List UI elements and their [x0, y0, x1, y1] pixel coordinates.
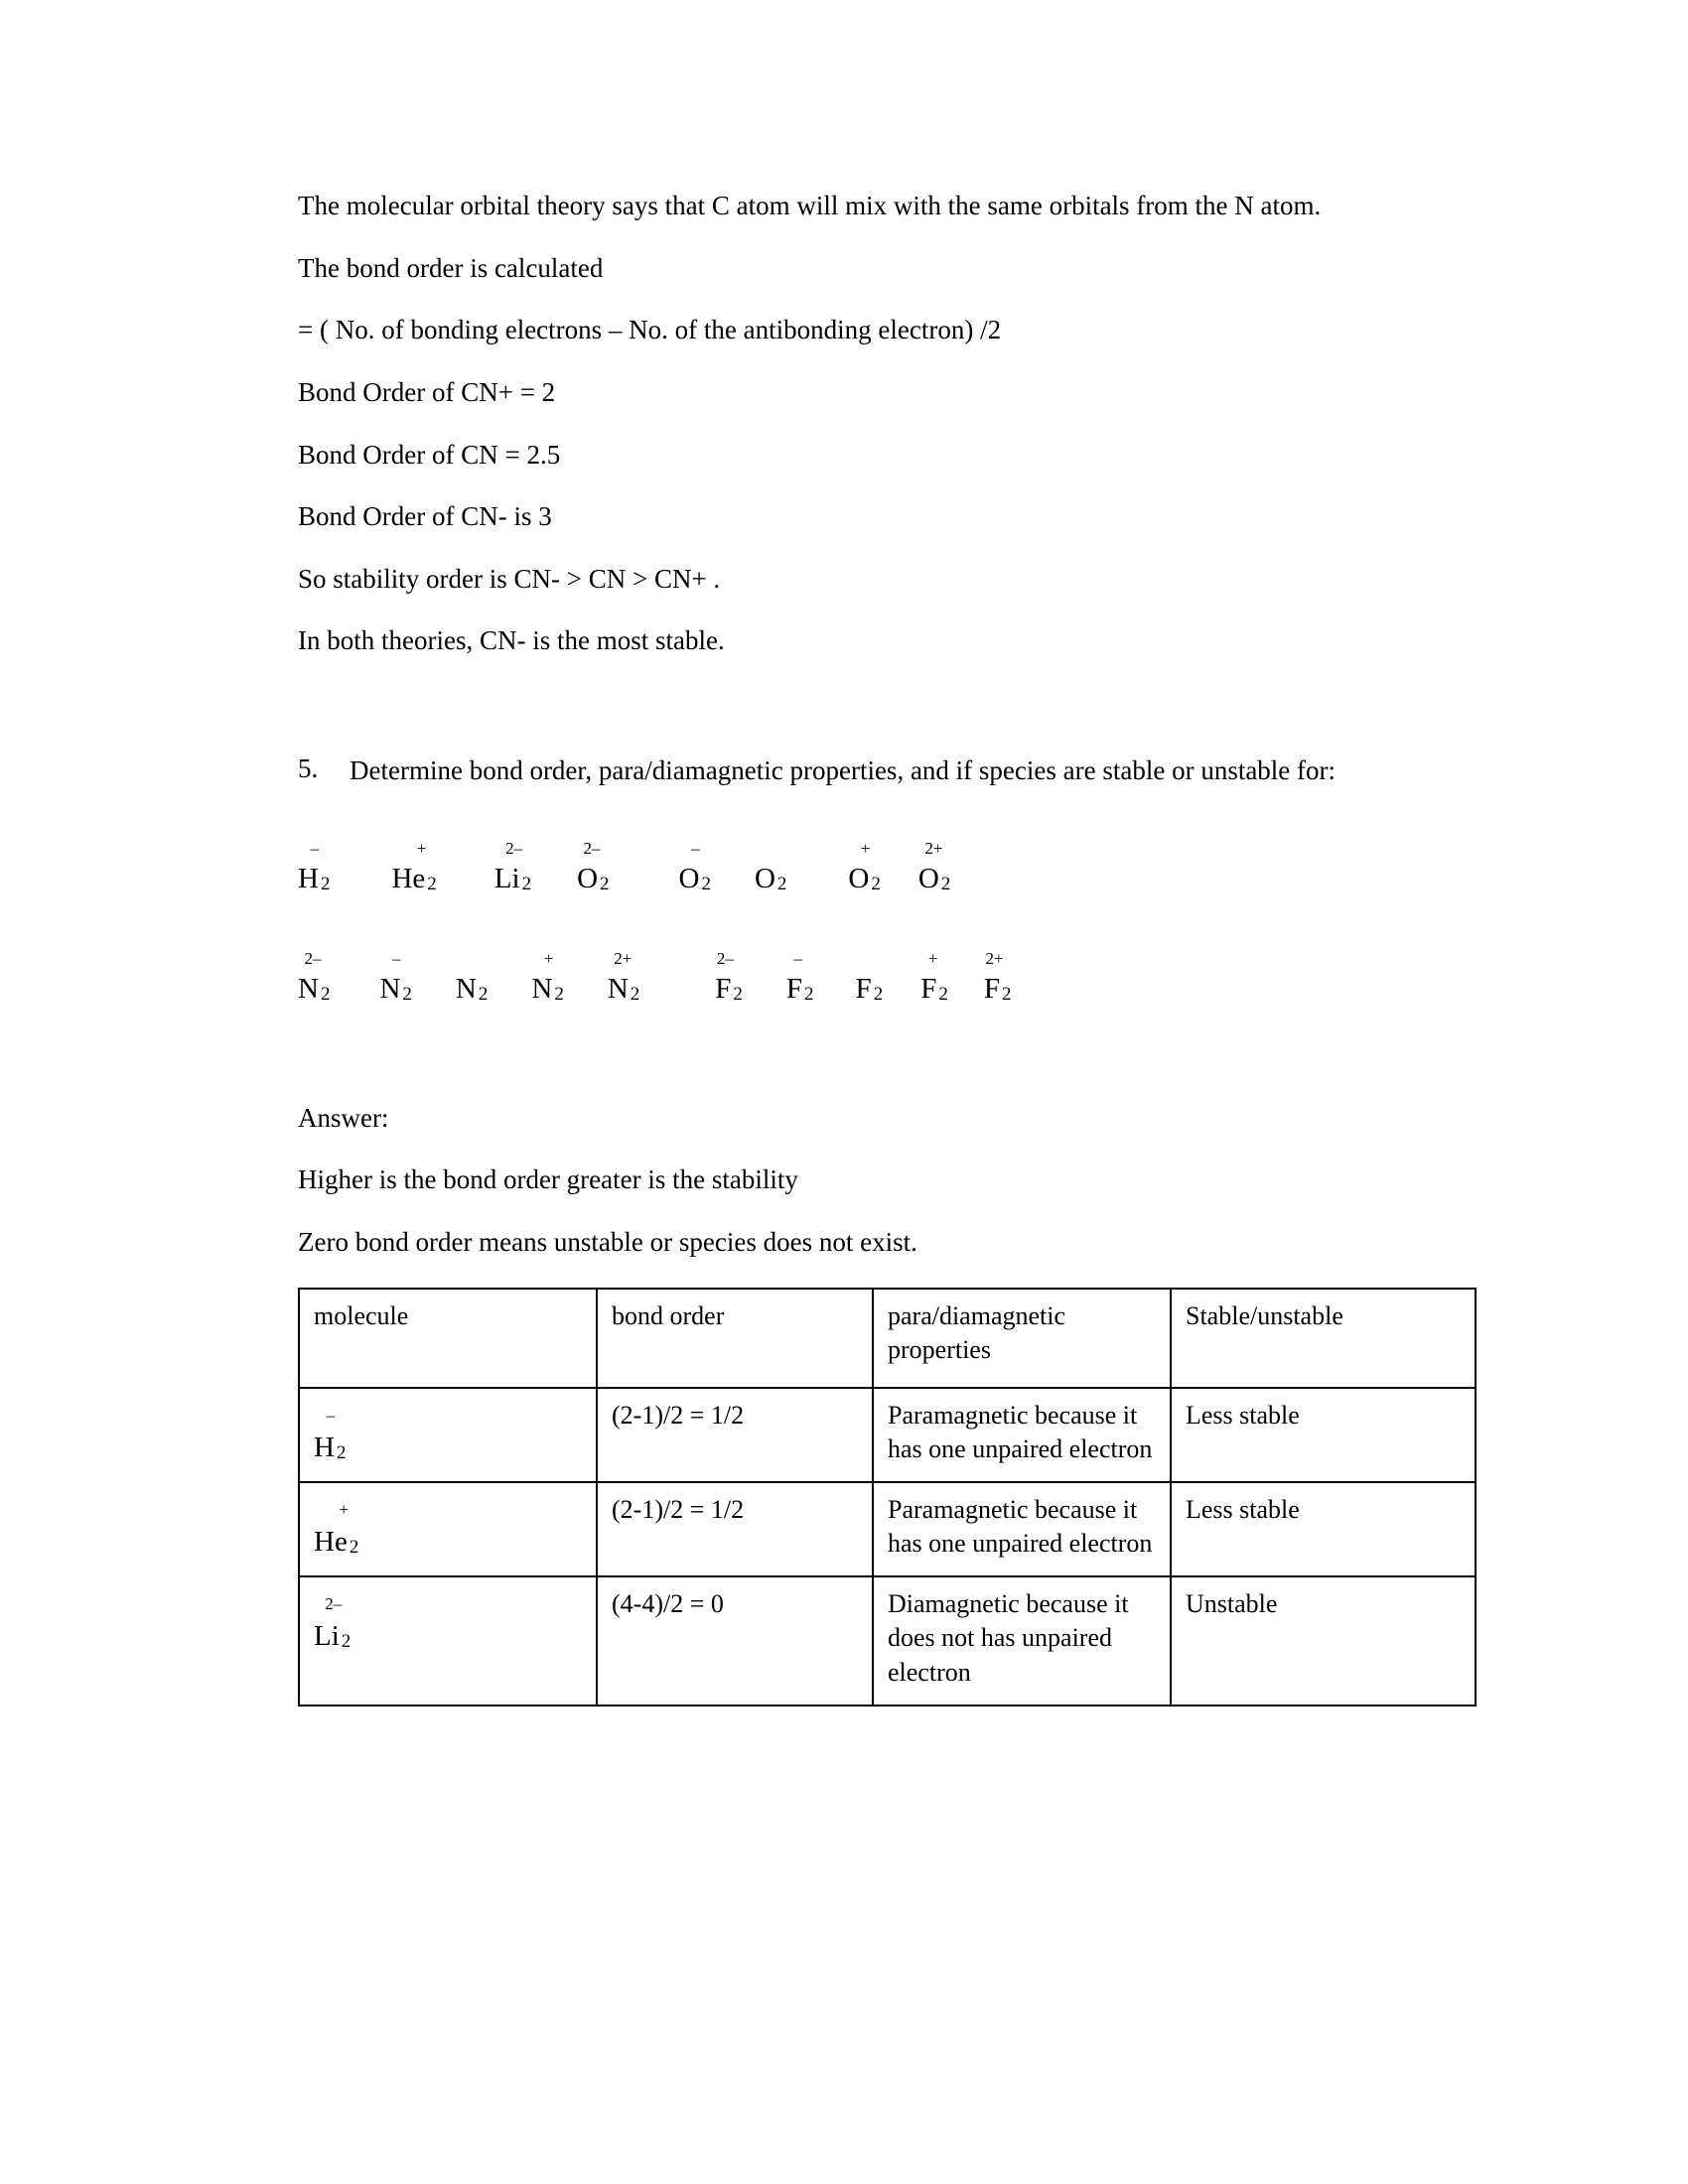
table-row: [299, 1482, 1476, 1576]
cell-bond-order: (4-4)/2 = 0: [597, 1576, 873, 1706]
species-symbol: Li: [314, 1619, 340, 1652]
species-formula: [379, 948, 412, 1006]
species-superscript: –: [391, 948, 401, 968]
species-formula: [678, 838, 711, 895]
species-formula: [298, 838, 331, 895]
species-superscript: +: [339, 1499, 349, 1519]
cell-bond-order: (2-1)/2 = 1/2: [597, 1388, 873, 1482]
species-formula: [785, 948, 814, 1006]
species-formula: [577, 838, 610, 895]
species-subscript: 2: [341, 1630, 352, 1652]
species-subscript: 2: [320, 873, 331, 894]
species-symbol: O: [917, 862, 939, 894]
cell-magnetic-property: Paramagnetic because it has one unpaired electron: [873, 1482, 1171, 1576]
cell-stability: Unstable: [1171, 1576, 1476, 1706]
species-subscript: 2: [600, 873, 610, 894]
species-symbol: O: [577, 862, 599, 894]
cell-molecule: [299, 1482, 597, 1576]
species-superscript: 2–: [325, 1593, 343, 1613]
species-formula: [755, 863, 786, 895]
species-superscript: 2–: [304, 948, 322, 968]
species-formula: [531, 948, 564, 1006]
species-symbol: F: [715, 972, 732, 1005]
species-subscript: 2: [427, 873, 437, 894]
species-subscript: 2: [873, 983, 884, 1005]
species-superscript: +: [416, 838, 427, 858]
species-symbol: O: [754, 862, 775, 894]
species-symbol: Li: [493, 862, 520, 894]
species-row-2: [298, 948, 1479, 1006]
species-symbol: N: [607, 972, 629, 1005]
table-row: [299, 1576, 1476, 1706]
species-superscript: –: [793, 948, 803, 968]
species-symbol: H: [298, 862, 319, 894]
species-subscript: 2: [701, 873, 711, 894]
species-symbol: He: [314, 1525, 348, 1558]
paragraph-bond-order-cn-plus: Bond Order of CN+ = 2: [298, 376, 556, 407]
species-superscript: –: [690, 838, 700, 858]
species-formula: [920, 948, 948, 1006]
cell-molecule: [299, 1388, 597, 1482]
species-formula: [856, 973, 884, 1006]
cell-molecule: [299, 1576, 597, 1706]
species-symbol: O: [848, 862, 870, 894]
paragraph-most-stable: In both theories, CN- is the most stable.: [298, 625, 725, 656]
paragraph-stability-order: So stability order is CN- > CN > CN+ .: [298, 563, 721, 594]
species-subscript: 2: [776, 873, 787, 894]
answer-line-1: Higher is the bond order greater is the stability: [298, 1164, 798, 1195]
species-superscript: 2+: [985, 948, 1004, 968]
species-subscript: 2: [320, 983, 331, 1005]
species-subscript: 2: [938, 983, 948, 1005]
species-symbol: F: [855, 972, 872, 1005]
species-symbol: N: [298, 972, 319, 1005]
species-symbol: F: [983, 972, 1000, 1005]
species-subscript: 2: [402, 983, 412, 1005]
cell-bond-order: (2-1)/2 = 1/2: [597, 1482, 873, 1576]
species-formula: [456, 973, 488, 1006]
species-subscript: 2: [349, 1536, 359, 1558]
species-formula: [848, 838, 881, 895]
table-header-stability: Stable/unstable: [1171, 1289, 1476, 1388]
species-subscript: 2: [940, 873, 951, 894]
answer-line-2: Zero bond order means unstable or species does not exist.: [298, 1226, 917, 1257]
species-superscript: +: [927, 948, 938, 968]
table-row: [299, 1388, 1476, 1482]
question-block: [298, 753, 1479, 789]
table-header-bond-order: bond order: [597, 1289, 873, 1388]
table-header-magnetic: para/diamagnetic properties: [873, 1289, 1171, 1388]
species-symbol: N: [379, 972, 401, 1005]
table-header-molecule: molecule: [299, 1289, 597, 1388]
species-subscript: 2: [554, 983, 564, 1005]
species-symbol: He: [391, 862, 426, 894]
species-superscript: 2+: [614, 948, 633, 968]
species-subscript: 2: [478, 983, 489, 1005]
species-formula: [983, 948, 1012, 1006]
species-formula: [391, 838, 437, 895]
properties-table: [298, 1288, 1477, 1706]
species-superscript: +: [860, 838, 871, 858]
species-formula: [715, 948, 743, 1006]
species-superscript: 2–: [583, 838, 601, 858]
species-subscript: 2: [871, 873, 881, 894]
species-symbol: O: [678, 862, 700, 894]
species-formula: [314, 1405, 347, 1467]
species-superscript: 2–: [505, 838, 523, 858]
species-symbol: N: [455, 972, 477, 1005]
cell-magnetic-property: Diamagnetic because it does not has unpaired electron: [873, 1576, 1171, 1706]
species-subscript: 2: [521, 873, 532, 894]
species-superscript: –: [310, 838, 319, 858]
cell-stability: Less stable: [1171, 1482, 1476, 1576]
species-formula: [493, 838, 532, 895]
species-symbol: F: [920, 972, 937, 1005]
question-text: Determine bond order, para/diamagnetic properties, and if species are stable or unstable for:: [350, 755, 1336, 785]
species-subscript: 2: [1001, 983, 1012, 1005]
paragraph-bond-order-cn: Bond Order of CN = 2.5: [298, 439, 561, 470]
species-superscript: 2–: [716, 948, 734, 968]
species-formula: [314, 1499, 359, 1562]
species-subscript: 2: [630, 983, 640, 1005]
question-number: 5.: [298, 753, 319, 783]
species-subscript: 2: [733, 983, 743, 1005]
paragraph-bond-order-calc: The bond order is calculated: [298, 252, 604, 283]
answer-label: Answer:: [298, 1102, 389, 1133]
table-header-row: [299, 1289, 1476, 1388]
species-formula: [314, 1593, 352, 1656]
species-formula: [298, 948, 331, 1006]
species-symbol: N: [531, 972, 553, 1005]
species-row-1: [298, 838, 1479, 895]
cell-magnetic-property: Paramagnetic because it has one unpaired electron: [873, 1388, 1171, 1482]
species-superscript: +: [543, 948, 554, 968]
paragraph-intro: The molecular orbital theory says that C atom will mix with the same orbitals from the N atom.: [298, 191, 1322, 220]
cell-stability: Less stable: [1171, 1388, 1476, 1482]
species-symbol: F: [785, 972, 803, 1005]
answer-block: [298, 1101, 1479, 1261]
species-superscript: 2+: [924, 838, 943, 858]
species-formula: [607, 948, 640, 1006]
paragraph-bond-order-cn-minus: Bond Order of CN- is 3: [298, 501, 552, 532]
species-symbol: H: [314, 1431, 335, 1463]
species-formula: [917, 838, 951, 895]
paragraph-bond-order-formula: = ( No. of bonding electrons – No. of the antibonding electron) /2: [298, 315, 1002, 345]
species-superscript: –: [326, 1405, 335, 1425]
species-subscript: 2: [804, 983, 814, 1005]
species-subscript: 2: [336, 1441, 347, 1463]
